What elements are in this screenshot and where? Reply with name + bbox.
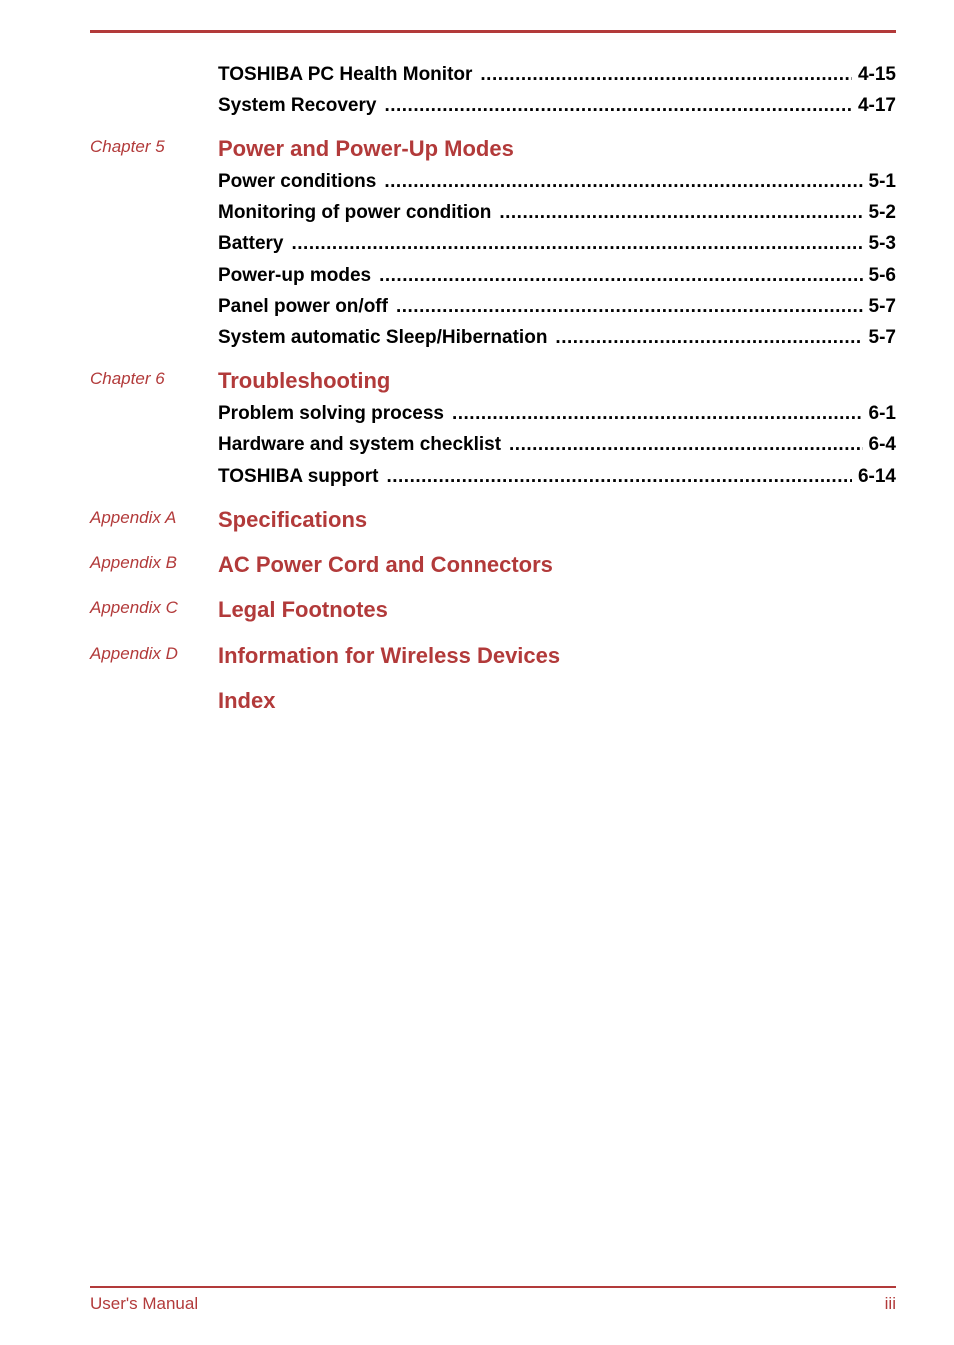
dot-leader: [386, 466, 852, 488]
dot-leader: [379, 265, 862, 287]
toc-entry-page: 5-2: [868, 202, 896, 223]
toc-entry-page: 6-14: [857, 466, 896, 487]
appendix-title[interactable]: Information for Wireless Devices: [218, 643, 561, 668]
toc-entry[interactable]: [218, 403, 896, 425]
appendix-title[interactable]: AC Power Cord and Connectors: [218, 552, 553, 577]
toc-entry-title: System automatic Sleep/Hibernation: [218, 327, 548, 348]
toc-entry[interactable]: [218, 233, 896, 255]
toc-entry-page: 5-7: [868, 296, 896, 317]
toc-entry-title: Panel power on/off: [218, 296, 388, 317]
toc-entry-title: System Recovery: [218, 95, 377, 116]
toc-entry-page: 5-6: [868, 265, 896, 286]
toc-entry-title: Problem solving process: [218, 403, 444, 424]
dot-leader: [555, 327, 862, 349]
appendix-label: Appendix D: [90, 644, 178, 663]
toc-entry-page: 4-17: [857, 95, 896, 116]
toc-entry-title: TOSHIBA support: [218, 466, 379, 487]
toc-entry-title: Power conditions: [218, 171, 377, 192]
toc-entry-title: Hardware and system checklist: [218, 434, 502, 455]
appendix-title[interactable]: Specifications: [218, 507, 368, 532]
toc-entry[interactable]: [218, 434, 896, 456]
chapter-label: Chapter 6: [90, 369, 165, 388]
toc-entry[interactable]: [218, 296, 896, 318]
toc-entry[interactable]: [218, 327, 896, 349]
header-rule: [90, 30, 896, 33]
dot-leader: [499, 202, 862, 224]
dot-leader: [452, 403, 863, 425]
toc-entry-page: 5-7: [868, 327, 896, 348]
toc-entry-page: 5-3: [868, 233, 896, 254]
dot-leader: [384, 95, 852, 117]
footer-manual-title: User's Manual: [90, 1294, 199, 1313]
toc-entry-page: 6-4: [868, 434, 896, 455]
toc-entry[interactable]: [218, 265, 896, 287]
toc-entry-page: 4-15: [857, 64, 896, 85]
toc-entry-title: Monitoring of power condition: [218, 202, 492, 223]
appendix-title[interactable]: Legal Footnotes: [218, 597, 388, 622]
toc-entry-title: Power-up modes: [218, 265, 372, 286]
toc-entry-title: Battery: [218, 233, 284, 254]
toc-entry[interactable]: [218, 171, 896, 193]
appendix-label: Appendix B: [90, 553, 177, 572]
dot-leader: [509, 434, 863, 456]
chapter-title[interactable]: Power and Power-Up Modes: [218, 136, 514, 161]
footer-rule: [90, 1286, 896, 1288]
chapter-title[interactable]: Troubleshooting: [218, 368, 391, 393]
dot-leader: [396, 296, 863, 318]
toc-entry[interactable]: [218, 64, 896, 86]
footer-page-number: iii: [884, 1294, 896, 1313]
toc-entry[interactable]: [218, 202, 896, 224]
appendix-label: Appendix C: [90, 598, 178, 617]
toc-entry-title: TOSHIBA PC Health Monitor: [218, 64, 473, 85]
index-title[interactable]: Index: [218, 688, 276, 713]
dot-leader: [480, 64, 852, 86]
toc-entry-page: 6-1: [868, 403, 896, 424]
toc-entry-page: 5-1: [868, 171, 896, 192]
chapter-label: Chapter 5: [90, 137, 165, 156]
toc-entry[interactable]: [218, 466, 896, 488]
dot-leader: [291, 233, 862, 255]
appendix-label: Appendix A: [90, 508, 177, 527]
dot-leader: [384, 171, 862, 193]
toc-entry[interactable]: [218, 95, 896, 117]
